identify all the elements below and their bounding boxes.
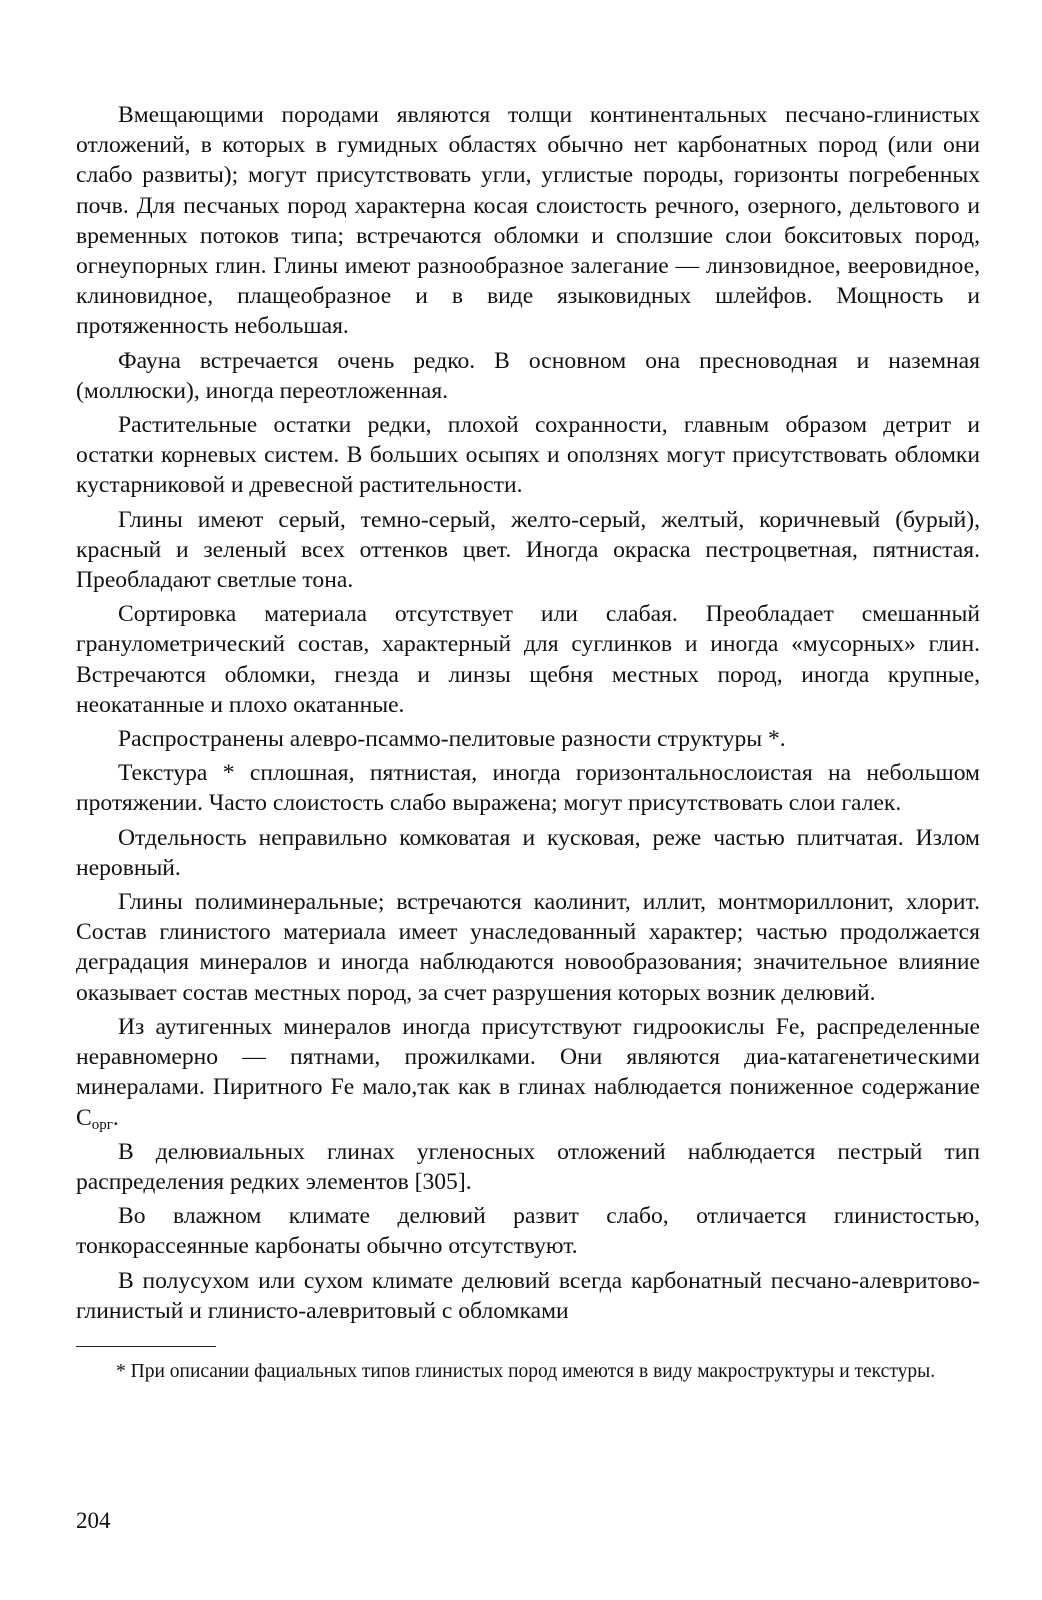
paragraph-trace-elements: В делювиальных глинах угленосных отложений наблюдается пестрый тип распределения редких элементов [305]. bbox=[76, 1138, 980, 1195]
paragraph-host-rocks: Вмещающими породами являются толщи континентальных песчано-глинистых отложений, в которых в гумидных областях обычно нет карбонатных пород (или они слабо развиты); могут присутствовать угли, углистые породы, горизонты погребенных почв. Для песчаных пород характерна косая слоистость речного, озерного, дельтового и временных потоков типа; встречаются обломки и сползшие слои бокситовых пород, огнеупорных глин. Глины имеют разнообразное залегание — линзовидное, вееровидное, клиновидное, плащеобразное и в виде языковидных шлейфов. Мощность и протяженность небольшая. bbox=[76, 102, 980, 340]
authigenic-tail: . bbox=[112, 1104, 119, 1131]
paragraph-structure: Распространены алевро-псаммо-пелитовые разности структуры *. bbox=[118, 726, 786, 753]
paragraph-sorting: Сортировка материала отсутствует или слабая. Преобладает смешанный гранулометрический состав, характерный для суглинков и иногда «мусорных» глин. Встречаются обломки, гнезда и линзы щебня местных пород, иногда крупные, неокатанные и плохо окатанные. bbox=[76, 601, 980, 718]
paragraph-plant-remains: Растительные остатки редки, плохой сохранности, главным образом детрит и остатки корневых систем. В больших осыпях и оползнях могут присутствовать обломки кустарниковой и древесной растительности. bbox=[76, 412, 980, 499]
paragraph-fauna: Фауна встречается очень редко. В основном она пресноводная и наземная (моллюски), иногда переотложенная. bbox=[76, 347, 980, 404]
paragraph-authigenic bbox=[76, 1012, 980, 1133]
paragraph-humid-climate: Во влажном климате делювий развит слабо, отличается глинистостью, тонкорассеянные карбонаты обычно отсутствуют. bbox=[76, 1203, 980, 1260]
footnote-divider bbox=[76, 1346, 216, 1347]
paragraph-color: Глины имеют серый, темно-серый, желто-серый, желтый, коричневый (бурый), красный и зеленый всех оттенков цвет. Иногда окраска пестроцветная, пятнистая. Преобладают светлые тона. bbox=[76, 506, 980, 594]
subscript-org: орг bbox=[91, 1116, 113, 1133]
paragraph-arid-climate: В полусухом или сухом климате делювий всегда карбонатный песчано-алевритово-глинистый и глинисто-алевритовый с обломками bbox=[76, 1267, 980, 1324]
main-text bbox=[76, 100, 980, 1326]
paragraph-mineralogy: Глины полиминеральные; встречаются каолинит, иллит, монтмориллонит, хлорит. Состав глинистого материала имеет унаследованный характер; частью продолжается деградация минералов и иногда наблюдаются новообразования; значительное влияние оказывает состав местных пород, за счет разрушения которых возник делювий. bbox=[76, 889, 980, 1006]
page-number: 204 bbox=[76, 1508, 111, 1533]
footnote-text: * При описании фациальных типов глинистых пород имеются в виду макроструктуры и текстуры. bbox=[116, 1360, 936, 1382]
authigenic-text: Из аутигенных минералов иногда присутствуют гидроокислы Fe, распределенные неравномерно — пятнами, прожилками. Они являются диа-катагенетическими минералами. Пиритного Fe мало,так как в глинах наблюдается пониженное содержание C bbox=[76, 1013, 980, 1131]
paragraph-texture: Текстура * сплошная, пятнистая, иногда горизонтальнослоистая на небольшом протяжении. Часто слоистость слабо выражена; могут присутствовать слои галек. bbox=[76, 760, 980, 817]
footnote bbox=[76, 1359, 980, 1385]
paragraph-parting: Отдельность неправильно комковатая и кусковая, реже частью плитчатая. Излом неровный. bbox=[76, 824, 980, 881]
